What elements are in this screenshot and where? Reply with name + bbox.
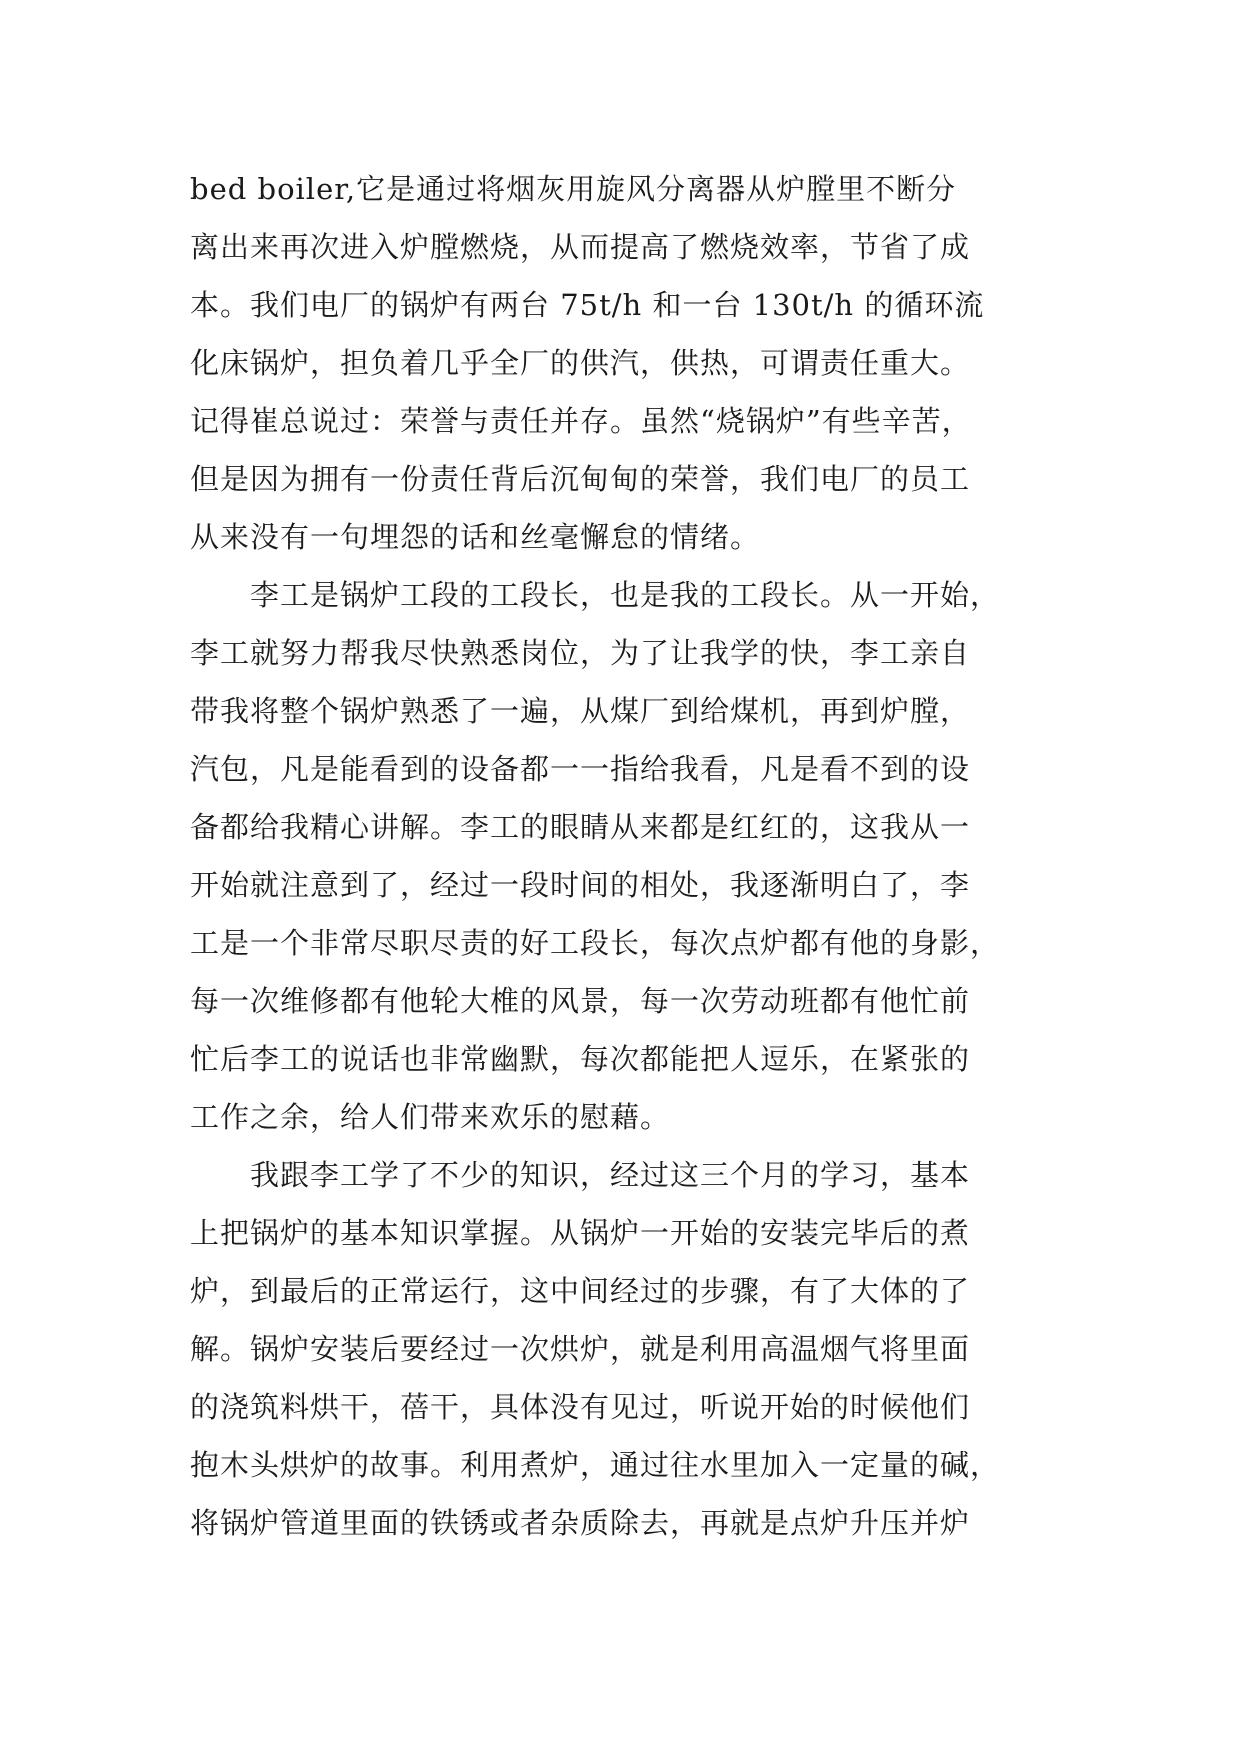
paragraph-1 bbox=[190, 160, 1070, 566]
text-line: 带我将整个锅炉熟悉了一遍，从煤厂到给煤机，再到炉膛， bbox=[190, 694, 971, 728]
text-line: 上把锅炉的基本知识掌握。从锅炉一开始的安装完毕后的煮 bbox=[190, 1216, 971, 1250]
text-line: 解。锅炉安装后要经过一次烘炉，就是利用高温烟气将里面 bbox=[190, 1332, 971, 1366]
text-line: 李工就努力帮我尽快熟悉岗位，为了让我学的快，李工亲自 bbox=[190, 636, 971, 670]
text-line: 开始就注意到了，经过一段时间的相处，我逐渐明白了，李 bbox=[190, 868, 971, 902]
text-line: 工作之余，给人们带来欢乐的慰藉。 bbox=[190, 1100, 671, 1134]
text-line: bed boiler,它是通过将烟灰用旋风分离器从炉膛里不断分 bbox=[190, 172, 957, 206]
text-line: 抱木头烘炉的故事。利用煮炉，通过往水里加入一定量的碱， bbox=[190, 1448, 1001, 1482]
text-line: 将锅炉管道里面的铁锈或者杂质除去，再就是点炉升压并炉 bbox=[190, 1506, 971, 1540]
text-line: 我跟李工学了不少的知识，经过这三个月的学习，基本 bbox=[190, 1158, 971, 1192]
text-line: 的浇筑料烘干，蓓干，具体没有见过，听说开始的时候他们 bbox=[190, 1390, 971, 1424]
text-line: 但是因为拥有一份责任背后沉甸甸的荣誉，我们电厂的员工 bbox=[190, 462, 971, 496]
text-line: 汽包，凡是能看到的设备都一一指给我看，凡是看不到的设 bbox=[190, 752, 971, 786]
text-line: 离出来再次进入炉膛燃烧，从而提高了燃烧效率，节省了成 bbox=[190, 230, 971, 264]
text-line: 炉，到最后的正常运行，这中间经过的步骤，有了大体的了 bbox=[190, 1274, 971, 1308]
text-line: 每一次维修都有他轮大椎的风景，每一次劳动班都有他忙前 bbox=[190, 984, 971, 1018]
paragraph-2 bbox=[190, 566, 1070, 1146]
text-line: 忙后李工的说话也非常幽默，每次都能把人逗乐，在紧张的 bbox=[190, 1042, 971, 1076]
document-body bbox=[190, 160, 1070, 1552]
text-line: 李工是锅炉工段的工段长，也是我的工段长。从一开始， bbox=[190, 578, 1001, 612]
text-line: 备都给我精心讲解。李工的眼睛从来都是红红的，这我从一 bbox=[190, 810, 971, 844]
text-line: 化床锅炉，担负着几乎全厂的供汽，供热，可谓责任重大。 bbox=[190, 346, 971, 380]
text-line: 本。我们电厂的锅炉有两台 75t/h 和一台 130t/h 的循环流 bbox=[190, 288, 985, 322]
text-line: 从来没有一句埋怨的话和丝毫懈怠的情绪。 bbox=[190, 520, 761, 554]
paragraph-3 bbox=[190, 1146, 1070, 1552]
text-line: 工是一个非常尽职尽责的好工段长，每次点炉都有他的身影， bbox=[190, 926, 1001, 960]
text-line: 记得崔总说过：荣誉与责任并存。虽然“烧锅炉”有些辛苦， bbox=[190, 404, 972, 438]
